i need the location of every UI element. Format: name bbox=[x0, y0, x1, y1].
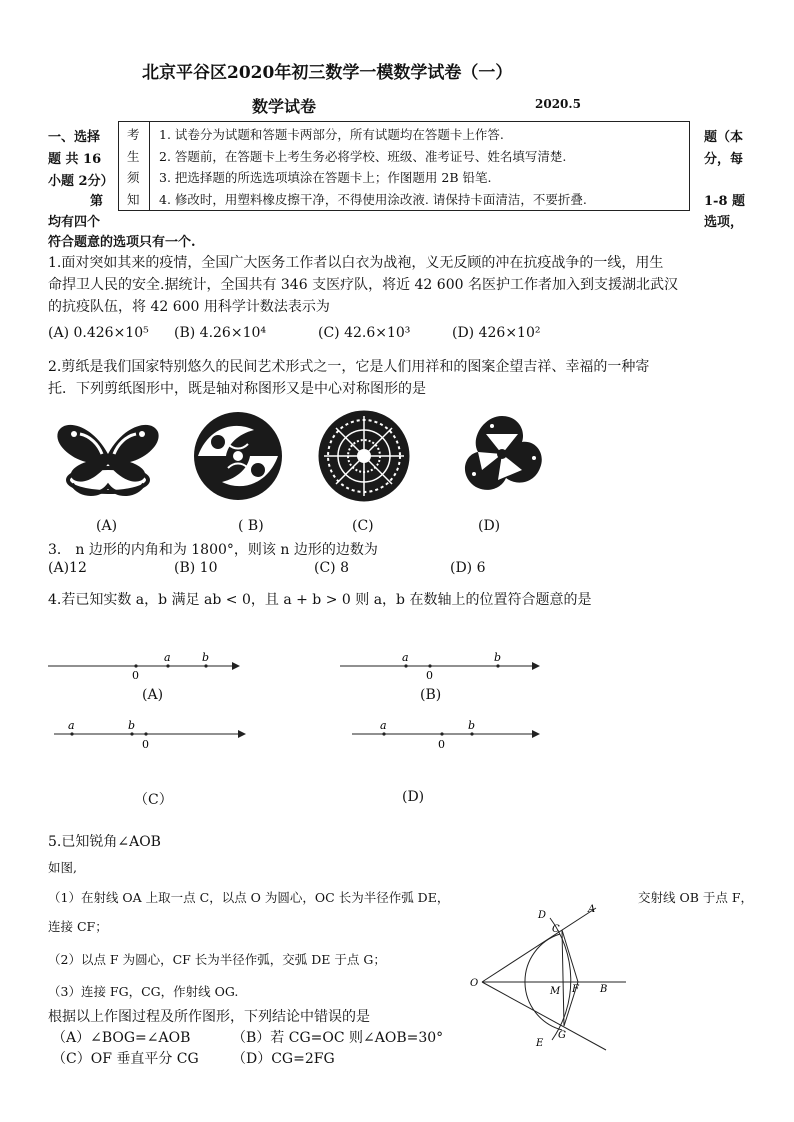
q4-label-d: (D) bbox=[402, 789, 425, 805]
q1-line-3: 的抗疫队伍，将 42 600 用科学计数法表示为 bbox=[48, 299, 330, 315]
q5-option-c: （C）OF 垂直平分 CG bbox=[52, 1051, 199, 1067]
section-intro-right-4: 选项， bbox=[704, 215, 744, 230]
number-line-d bbox=[350, 716, 542, 752]
q3-option-d: (D) 6 bbox=[450, 560, 486, 576]
q5-step-1: （1）在射线 OA 上取一点 C，以点 O 为圆心，OC 长为半径作弧 DE， bbox=[48, 890, 450, 905]
line-c-label-a: a bbox=[68, 719, 75, 732]
section-intro-last: 符合题意的选项只有一个. bbox=[48, 235, 196, 250]
fig-label-c: C bbox=[552, 924, 560, 935]
section-intro-left-1: 一、选择 bbox=[48, 130, 101, 145]
fig-label-g: G bbox=[558, 1030, 566, 1041]
q2-label-a: (A) bbox=[96, 518, 118, 534]
line-d-label-origin: 0 bbox=[438, 738, 445, 751]
q5-option-b: （B）若 CG=OC 则∠AOB=30° bbox=[232, 1030, 444, 1046]
q5-option-a: （A）∠BOG=∠AOB bbox=[52, 1030, 191, 1046]
notice-rule-2: 2. 答题前，在答题卡上考生务必将学校、班级、准考证号、姓名填写清楚. bbox=[159, 149, 567, 164]
q2-label-d: (D) bbox=[478, 518, 501, 534]
fig-label-o: O bbox=[470, 978, 479, 989]
q5-question: 根据以上作图过程及所作图形，下列结论中错误的是 bbox=[48, 1009, 370, 1025]
page-title: 北京平谷区2020年初三数学一模数学试卷（一） bbox=[142, 63, 513, 83]
fig-label-a: A bbox=[588, 904, 596, 915]
q1-option-a: (A) 0.426×10⁵ bbox=[48, 325, 149, 341]
q2-line-2: 托．下列剪纸图形中，既是轴对称图形又是中心对称图形的是 bbox=[48, 381, 426, 397]
line-b-label-origin: 0 bbox=[426, 669, 433, 682]
section-intro-right-1: 题（本 bbox=[704, 130, 744, 145]
line-a-label-origin: 0 bbox=[132, 669, 139, 682]
q4-label-a: (A) bbox=[142, 687, 164, 703]
q5-option-d: （D）CG=2FG bbox=[232, 1051, 335, 1067]
papercut-b-figure bbox=[188, 408, 288, 504]
q3-option-c: (C) 8 bbox=[314, 560, 349, 576]
notice-box bbox=[118, 121, 690, 211]
line-d-label-b: b bbox=[468, 719, 476, 732]
line-a-label-a: a bbox=[164, 651, 171, 664]
q5-line-2: 如图, bbox=[48, 860, 77, 875]
section-intro-left-5: 均有四个 bbox=[48, 215, 101, 230]
q2-label-b: ( B) bbox=[238, 518, 264, 534]
notice-label bbox=[119, 122, 150, 210]
q1-option-d: (D) 426×10² bbox=[452, 325, 541, 341]
q3-option-a: (A)12 bbox=[48, 560, 87, 576]
notice-rule-1: 1. 试卷分为试题和答题卡两部分，所有试题均在答题卡上作答. bbox=[159, 127, 504, 142]
q4-line: 4.若已知实数 a，b 满足 ab < 0，且 a + b > 0 则 a，b 在数轴上的位置符合题意的是 bbox=[48, 592, 592, 608]
number-line-a bbox=[46, 648, 242, 682]
section-intro-right-3: 1-8 题 bbox=[704, 194, 746, 209]
papercut-d-figure bbox=[456, 412, 548, 498]
number-line-b bbox=[338, 648, 542, 682]
notice-label-4: 知 bbox=[127, 192, 140, 207]
line-c-label-origin: 0 bbox=[142, 738, 149, 751]
section-intro-left-4: 第 bbox=[90, 194, 104, 209]
fig-label-e: E bbox=[536, 1038, 544, 1049]
notice-label-2: 生 bbox=[127, 149, 140, 164]
q2-label-c: (C) bbox=[352, 518, 374, 534]
q4-label-c: （C） bbox=[134, 792, 173, 808]
fig-label-m: M bbox=[550, 986, 561, 997]
fig-label-d: D bbox=[538, 910, 547, 921]
papercut-c-figure bbox=[318, 410, 410, 502]
q5-step-1-tail: 交射线 OB 于点 F， bbox=[638, 890, 754, 905]
q5-step-1b: 连接 CF； bbox=[48, 919, 108, 934]
fig-label-f: F bbox=[572, 984, 579, 995]
line-b-label-a: a bbox=[402, 651, 409, 664]
line-b-label-b: b bbox=[494, 651, 502, 664]
exam-date: 2020.5 bbox=[535, 97, 581, 111]
number-line-c bbox=[52, 716, 248, 752]
notice-rule-4: 4. 修改时，用塑料橡皮擦干净，不得使用涂改液. 请保持卡面清洁，不要折叠. bbox=[159, 192, 587, 207]
q5-construction-figure bbox=[466, 900, 638, 1052]
q5-step-3: （3）连接 FG，CG，作射线 OG. bbox=[48, 984, 239, 999]
q4-label-b: (B) bbox=[420, 687, 442, 703]
fig-label-b: B bbox=[600, 984, 608, 995]
q3-line: 3． n 边形的内角和为 1800°，则该 n 边形的边数为 bbox=[48, 542, 378, 558]
q1-line-2: 命捍卫人民的安全.据统计，全国共有 346 支医疗队，将近 42 600 名医护工作者加入到支援湖北武汉 bbox=[48, 277, 678, 293]
section-intro-right-2: 分，每 bbox=[704, 152, 744, 167]
papercut-a-figure bbox=[52, 414, 164, 500]
q5-line-1: 5.已知锐角∠AOB bbox=[48, 834, 161, 850]
page-subtitle: 数学试卷 bbox=[252, 97, 317, 116]
line-c-label-b: b bbox=[128, 719, 136, 732]
q1-line-1: 1.面对突如其来的疫情，全国广大医务工作者以白衣为战袍，义无反顾的冲在抗疫战争的一线，用生 bbox=[48, 255, 664, 271]
section-intro-left-3: 小题 2分） bbox=[48, 174, 114, 189]
section-intro-left-2: 题 共 16 bbox=[48, 152, 102, 167]
q1-option-c: (C) 42.6×10³ bbox=[318, 325, 411, 341]
q3-option-b: (B) 10 bbox=[174, 560, 218, 576]
notice-label-1: 考 bbox=[127, 127, 140, 142]
q5-step-2: （2）以点 F 为圆心，CF 长为半径作弧，交弧 DE 于点 G； bbox=[48, 952, 386, 967]
q2-line-1: 2.剪纸是我们国家特别悠久的民间艺术形式之一，它是人们用祥和的图案企望吉祥、幸福的一种寄 bbox=[48, 359, 650, 375]
line-a-label-b: b bbox=[202, 651, 210, 664]
notice-label-3: 须 bbox=[127, 170, 140, 185]
notice-rule-3: 3. 把选择题的所选选项填涂在答题卡上；作图题用 2B 铅笔. bbox=[159, 170, 492, 185]
q1-option-b: (B) 4.26×10⁴ bbox=[174, 325, 266, 341]
line-d-label-a: a bbox=[380, 719, 387, 732]
